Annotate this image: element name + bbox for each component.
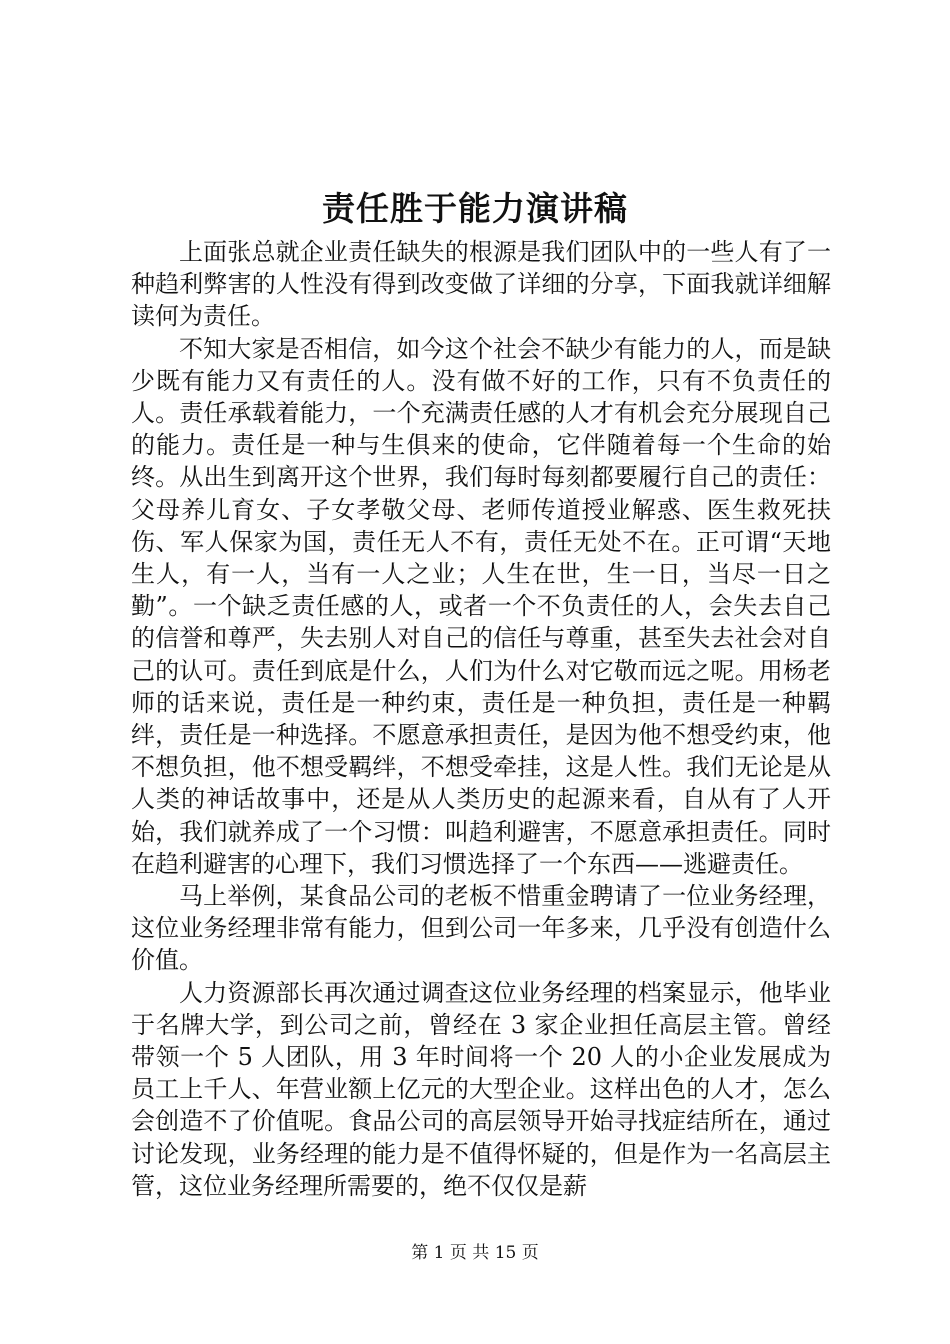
paragraph-1: 上面张总就企业责任缺失的根源是我们团队中的一些人有了一种趋利弊害的人性没有得到改变做了详细的分享，下面我就详细解读何为责任。	[131, 238, 831, 331]
paragraph-4: 人力资源部长再次通过调查这位业务经理的档案显示，他毕业于名牌大学，到公司之前，曾经在 3 家企业担任高层主管。曾经带领一个 5 人团队，用 3 年时间将一个 20 人的小企业发展成为员工上千人、年营业额上亿元的大型企业。这样出色的人才，怎么会创造不了价值呢。食品公司的高层领导开始寻找症结所在，通过讨论发现，业务经理的能力是不值得怀疑的，但是作为一名高层主管，这位业务经理所需要的，绝不仅仅是薪	[131, 978, 831, 1200]
document-body	[131, 236, 831, 1202]
page-number-footer: 第 1 页 共 15 页	[411, 1243, 539, 1263]
document-title: 责任胜于能力演讲稿	[322, 189, 628, 228]
paragraph-3: 马上举例，某食品公司的老板不惜重金聘请了一位业务经理，这位业务经理非常有能力，但到公司一年多来，几乎没有创造什么价值。	[131, 882, 831, 975]
paragraph-2: 不知大家是否相信，如今这个社会不缺少有能力的人，而是缺少既有能力又有责任的人。没有做不好的工作，只有不负责任的人。责任承载着能力，一个充满责任感的人才有机会充分展现自己的能力。责任是一种与生俱来的使命，它伴随着每一个生命的始终。从出生到离开这个世界，我们每时每刻都要履行自己的责任：父母养儿育女、子女孝敬父母、老师传道授业解惑、医生救死扶伤、军人保家为国，责任无人不有，责任无处不在。正可谓“天地生人，有一人，当有一人之业；人生在世，生一日，当尽一日之勤”。一个缺乏责任感的人，或者一个不负责任的人，会失去自己的信誉和尊严，失去别人对自己的信任与尊重，甚至失去社会对自己的认可。责任到底是什么，人们为什么对它敬而远之呢。用杨老师的话来说，责任是一种约束，责任是一种负担，责任是一种羁绊，责任是一种选择。不愿意承担责任，是因为他不想受约束，他不想负担，他不想受羁绊，不想受牵挂，这是人性。我们无论是从人类的神话故事中，还是从人类历史的起源来看，自从有了人开始，我们就养成了一个习惯：叫趋利避害，不愿意承担责任。同时在趋利避害的心理下，我们习惯选择了一个东西——逃避责任。	[131, 334, 831, 878]
